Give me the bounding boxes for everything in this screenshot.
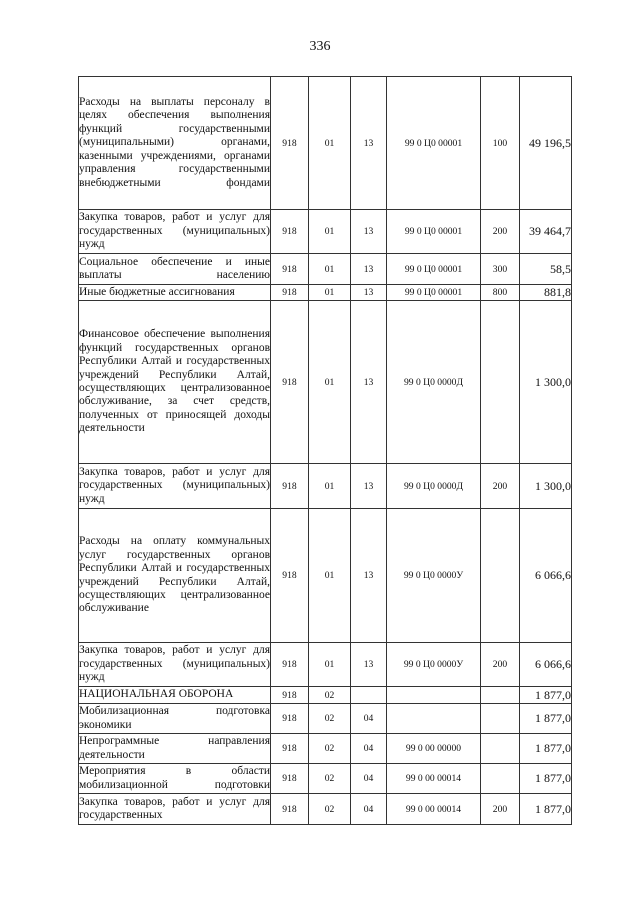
table-row: [79, 734, 572, 764]
subsection-code: 13: [351, 77, 387, 210]
dept-code: 918: [271, 794, 309, 825]
expense-type-code: [481, 764, 520, 794]
subsection-code: 04: [351, 764, 387, 794]
row-name: Социальное обеспечение и иные выплаты населению: [79, 254, 271, 285]
dept-code: 918: [271, 285, 309, 301]
target-article-code: 99 0 Ц0 00001: [387, 210, 481, 254]
expense-type-code: 200: [481, 464, 520, 509]
expense-type-code: 800: [481, 285, 520, 301]
target-article-code: 99 0 Ц0 0000Д: [387, 464, 481, 509]
row-name: Мобилизационная подготовка экономики: [79, 704, 271, 734]
section-code: 02: [309, 687, 351, 704]
section-code: 02: [309, 794, 351, 825]
expense-type-code: 200: [481, 794, 520, 825]
target-article-code: 99 0 00 00014: [387, 764, 481, 794]
dept-code: 918: [271, 77, 309, 210]
target-article-code: [387, 704, 481, 734]
section-code: 02: [309, 764, 351, 794]
target-article-code: [387, 687, 481, 704]
section-code: 02: [309, 704, 351, 734]
section-code: 01: [309, 285, 351, 301]
row-name: Мероприятия в области мобилизационной подготовки: [79, 764, 271, 794]
row-name: Закупка товаров, работ и услуг для государственных (муниципальных) нужд: [79, 643, 271, 687]
subsection-code: 04: [351, 734, 387, 764]
dept-code: 918: [271, 464, 309, 509]
dept-code: 918: [271, 734, 309, 764]
target-article-code: 99 0 Ц0 0000Д: [387, 301, 481, 464]
dept-code: 918: [271, 254, 309, 285]
target-article-code: 99 0 Ц0 00001: [387, 285, 481, 301]
table-row: [79, 301, 572, 464]
amount: 1 877,0: [520, 794, 572, 825]
table-row: [79, 687, 572, 704]
dept-code: 918: [271, 509, 309, 643]
target-article-code: 99 0 00 00000: [387, 734, 481, 764]
subsection-code: 13: [351, 643, 387, 687]
target-article-code: 99 0 Ц0 0000У: [387, 509, 481, 643]
subsection-code: 13: [351, 285, 387, 301]
amount: 58,5: [520, 254, 572, 285]
expense-type-code: [481, 704, 520, 734]
table-row: [79, 509, 572, 643]
dept-code: 918: [271, 210, 309, 254]
amount: 6 066,6: [520, 643, 572, 687]
amount: 1 300,0: [520, 464, 572, 509]
target-article-code: 99 0 Ц0 00001: [387, 77, 481, 210]
expense-type-code: [481, 509, 520, 643]
table-row: [79, 704, 572, 734]
amount: 881,8: [520, 285, 572, 301]
section-code: 01: [309, 77, 351, 210]
row-name: Закупка товаров, работ и услуг для государственных: [79, 794, 271, 825]
table-row: [79, 643, 572, 687]
amount: 1 300,0: [520, 301, 572, 464]
dept-code: 918: [271, 764, 309, 794]
table-row: [79, 764, 572, 794]
row-name: Расходы на оплату коммунальных услуг государственных органов Республики Алтай и государственных учреждений Республики Алтай, осуществляющих централизованное обслуживание: [79, 509, 271, 643]
expense-type-code: [481, 734, 520, 764]
expense-type-code: [481, 301, 520, 464]
amount: 1 877,0: [520, 687, 572, 704]
table-row: [79, 77, 572, 210]
subsection-code: 13: [351, 464, 387, 509]
section-code: 01: [309, 210, 351, 254]
amount: 1 877,0: [520, 704, 572, 734]
amount: 6 066,6: [520, 509, 572, 643]
target-article-code: 99 0 Ц0 00001: [387, 254, 481, 285]
row-name: Расходы на выплаты персоналу в целях обеспечения выполнения функций государственными (муниципальными) органами, казенными учреждениями, органами управления государственными внебюджетными фондами: [79, 77, 271, 210]
subsection-code: 13: [351, 509, 387, 643]
expense-type-code: 200: [481, 643, 520, 687]
amount: 1 877,0: [520, 764, 572, 794]
page-number: 336: [309, 39, 331, 54]
amount: 1 877,0: [520, 734, 572, 764]
row-name: Иные бюджетные ассигнования: [79, 285, 271, 301]
row-name: Закупка товаров, работ и услуг для государственных (муниципальных) нужд: [79, 210, 271, 254]
section-code: 01: [309, 643, 351, 687]
dept-code: 918: [271, 643, 309, 687]
subsection-code: 13: [351, 301, 387, 464]
expense-type-code: 300: [481, 254, 520, 285]
target-article-code: 99 0 Ц0 0000У: [387, 643, 481, 687]
section-code: 02: [309, 734, 351, 764]
amount: 49 196,5: [520, 77, 572, 210]
section-code: 01: [309, 509, 351, 643]
dept-code: 918: [271, 704, 309, 734]
row-name: Финансовое обеспечение выполнения функций государственных органов Республики Алтай и государственных учреждений Республики Алтай, осуществляющих централизованное обслуживание, за счет средств, полученных от приносящей доходы деятельности: [79, 301, 271, 464]
subsection-code: [351, 687, 387, 704]
table-row: [79, 210, 572, 254]
budget-table: [78, 76, 572, 825]
row-name: НАЦИОНАЛЬНАЯ ОБОРОНА: [79, 687, 271, 704]
section-code: 01: [309, 464, 351, 509]
section-code: 01: [309, 301, 351, 464]
subsection-code: 04: [351, 794, 387, 825]
table-row: [79, 794, 572, 825]
subsection-code: 13: [351, 254, 387, 285]
table-row: [79, 285, 572, 301]
table-row: [79, 254, 572, 285]
dept-code: 918: [271, 301, 309, 464]
subsection-code: 04: [351, 704, 387, 734]
amount: 39 464,7: [520, 210, 572, 254]
subsection-code: 13: [351, 210, 387, 254]
row-name: Закупка товаров, работ и услуг для государственных (муниципальных) нужд: [79, 464, 271, 509]
target-article-code: 99 0 00 00014: [387, 794, 481, 825]
expense-type-code: 200: [481, 210, 520, 254]
table-row: [79, 464, 572, 509]
expense-type-code: 100: [481, 77, 520, 210]
section-code: 01: [309, 254, 351, 285]
row-name: Непрограммные направления деятельности: [79, 734, 271, 764]
dept-code: 918: [271, 687, 309, 704]
expense-type-code: [481, 687, 520, 704]
